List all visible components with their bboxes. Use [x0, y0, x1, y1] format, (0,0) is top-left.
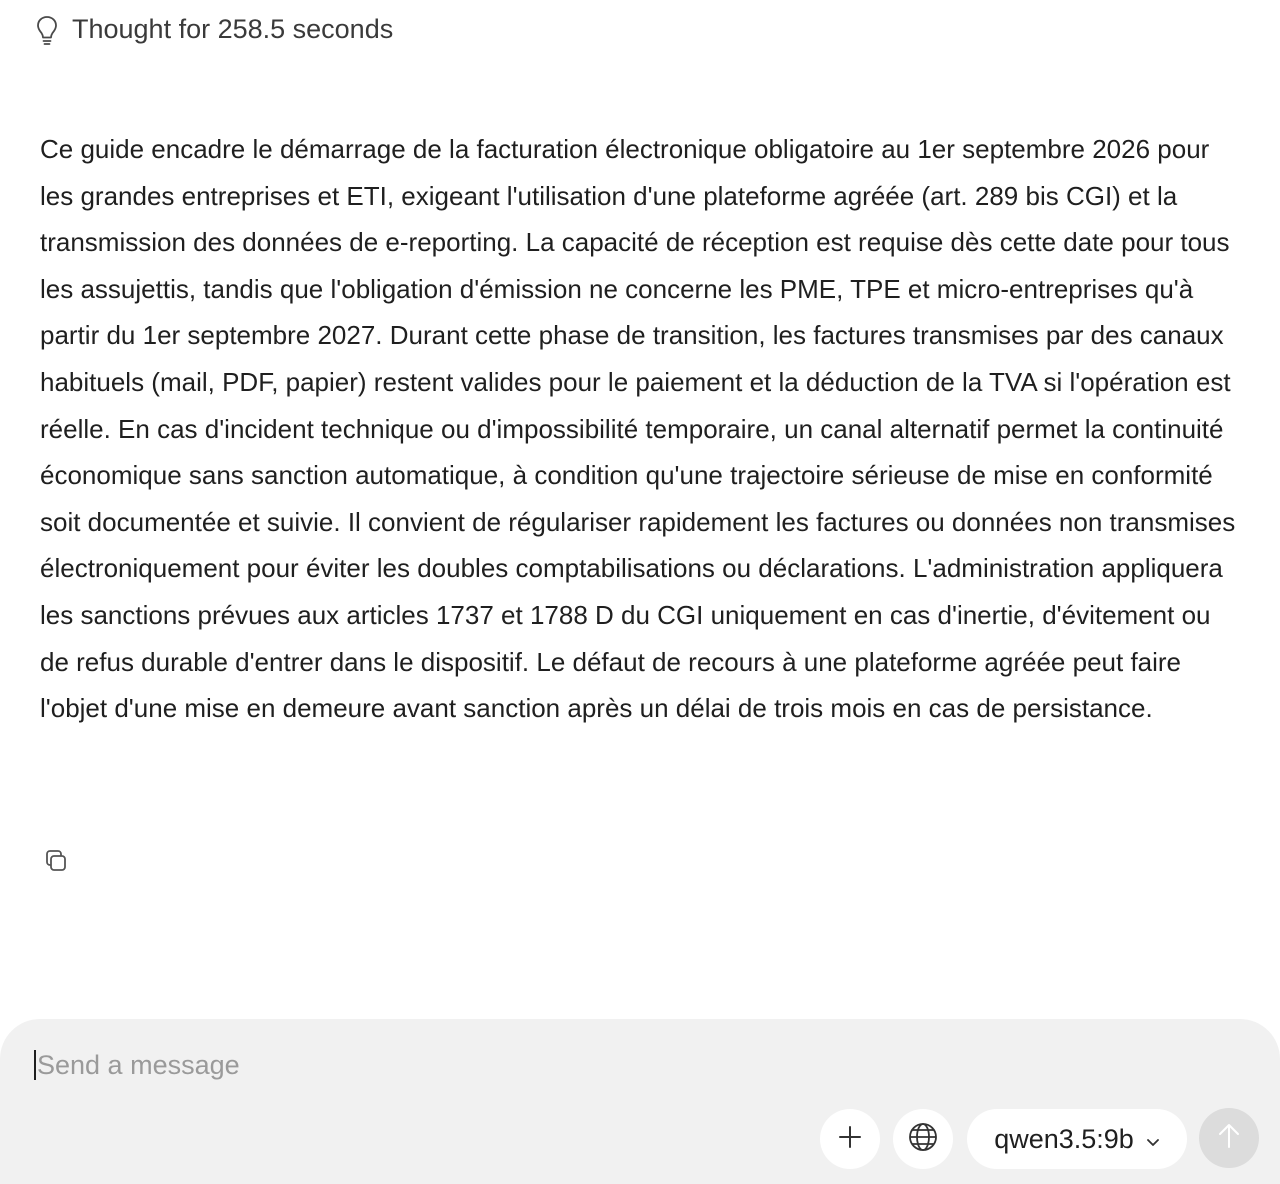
message-composer [0, 1019, 1280, 1184]
send-button[interactable] [1199, 1108, 1259, 1168]
thought-label: Thought for 258.5 seconds [72, 14, 394, 44]
thought-toggle[interactable] [36, 14, 393, 45]
chevron-down-icon [1146, 1124, 1160, 1155]
arrow-up-icon [1216, 1122, 1242, 1155]
web-search-button[interactable] [893, 1109, 953, 1169]
lightbulb-icon [36, 15, 58, 45]
assistant-response-text: Ce guide encadre le démarrage de la facturation électronique obligatoire au 1er septembre 2026 pour les grandes entreprises et ETI, exigeant l'utilisation d'une plateforme agréée (art. 289 bis CGI) et la transmission des données de e-reporting. La capacité de réception est requise dès cette date pour tous les assujettis, tandis que l'obligation d'émission ne concerne les PME, TPE et micro-entreprises qu'à partir du 1er septembre 2027. Durant cette phase de transition, les factures transmises par des canaux habituels (mail, PDF, papier) restent valides pour le paiement et la déduction de la TVA si l'opération est réelle. En cas d'incident technique ou d'impossibilité temporaire, un canal alternatif permet la continuité économique sans sanction automatique, à condition qu'une trajectoire sérieuse de mise en conformité soit documentée et suivie. Il convient de régulariser rapidement les factures ou données non transmises électroniquement pour éviter les doubles comptabilisations ou déclarations. L'administration appliquera les sanctions prévues aux articles 1737 et 1788 D du CGI uniquement en cas d'inertie, d'évitement ou de refus durable d'entrer dans le dispositif. Le défaut de recours à une plateforme agréée peut faire l'objet d'une mise en demeure avant sanction après un délai de trois mois en cas de persistance. [40, 134, 1236, 724]
plus-icon [837, 1124, 863, 1155]
attach-button[interactable] [820, 1109, 880, 1169]
message-input[interactable] [34, 1045, 1234, 1085]
globe-icon [907, 1121, 939, 1158]
text-caret [34, 1050, 36, 1080]
copy-button[interactable] [38, 845, 74, 881]
model-label: qwen3.5:9b [994, 1123, 1134, 1154]
model-selector[interactable] [967, 1109, 1187, 1169]
copy-icon [42, 847, 70, 880]
message-input-placeholder: Send a message [37, 1049, 240, 1080]
